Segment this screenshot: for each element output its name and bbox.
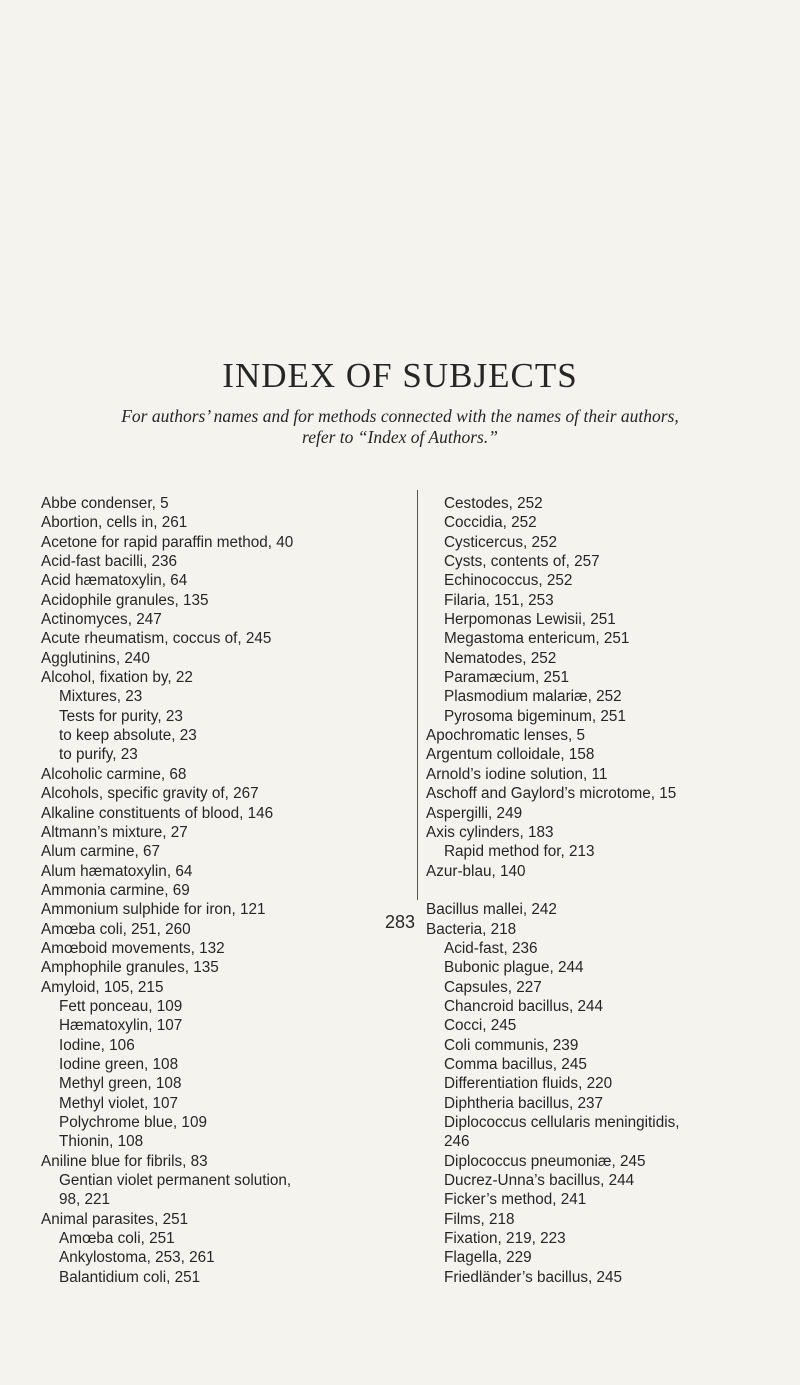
- index-subentry: Rapid method for, 213: [444, 843, 595, 861]
- index-subentry: Friedländer’s bacillus, 245: [444, 1268, 622, 1286]
- index-subentry: Diphtheria bacillus, 237: [444, 1094, 604, 1112]
- index-subentry: Paramæcium, 251: [444, 669, 569, 687]
- index-subentry: Herpomonas Lewisii, 251: [444, 611, 616, 629]
- index-subentry: Diplococcus pneumoniæ, 245: [444, 1152, 646, 1170]
- index-entry: Alum carmine, 67: [41, 843, 161, 861]
- index-subentry: Fixation, 219, 223: [444, 1230, 566, 1248]
- index-entry: Amyloid, 105, 215: [41, 978, 164, 996]
- index-entry: Animal parasites, 251: [41, 1210, 189, 1228]
- index-entry: Arnold’s iodine solution, 11: [426, 765, 608, 783]
- index-subentry: Balantidium coli, 251: [59, 1268, 201, 1286]
- index-subentry: Coli communis, 239: [444, 1036, 579, 1054]
- index-note-line-2: refer to “Index of Authors.”: [302, 427, 498, 447]
- index-subentry: Cysticercus, 252: [444, 533, 558, 551]
- index-subentry: Ankylostoma, 253, 261: [59, 1249, 215, 1267]
- index-subentry: Ducrez-Unna’s bacillus, 244: [444, 1172, 635, 1190]
- index-entry: Alkaline constituents of blood, 146: [41, 804, 274, 822]
- index-subentry: Nematodes, 252: [444, 649, 557, 667]
- index-subentry: Megastoma entericum, 251: [444, 630, 630, 648]
- page-number: 283: [384, 912, 416, 932]
- index-subentry: Plasmodium malariæ, 252: [444, 688, 622, 706]
- page-title: INDEX OF SUBJECTS: [222, 356, 578, 395]
- index-entry: Amœboid movements, 132: [41, 939, 225, 957]
- index-entry: Alcohols, specific gravity of, 267: [41, 785, 259, 803]
- index-subentry: Coccidia, 252: [444, 514, 537, 532]
- index-subentry: Films, 218: [444, 1210, 515, 1228]
- index-subentry: Thionin, 108: [59, 1133, 144, 1151]
- index-subentry: Ficker’s method, 241: [444, 1191, 587, 1209]
- index-note: [40, 406, 760, 448]
- index-subentry: Pyrosoma bigeminum, 251: [444, 707, 626, 725]
- index-subentry: Differentiation fluids, 220: [444, 1075, 613, 1093]
- index-entry: Apochromatic lenses, 5: [426, 727, 585, 745]
- index-subentry: 246: [444, 1133, 470, 1151]
- index-entry: Alcoholic carmine, 68: [41, 765, 187, 783]
- index-subentry: Fett ponceau, 109: [59, 997, 183, 1015]
- index-entry: Axis cylinders, 183: [426, 823, 554, 841]
- index-subentry: to purify, 23: [59, 746, 138, 764]
- index-subentry: Acid-fast, 236: [444, 939, 538, 957]
- index-column-right: [426, 494, 798, 1287]
- index-subentry: 98, 221: [59, 1191, 111, 1209]
- index-entry: Acetone for rapid paraffin method, 40: [41, 533, 294, 551]
- index-subentry: Amœba coli, 251: [59, 1230, 175, 1248]
- index-entry: Argentum colloidale, 158: [426, 746, 595, 764]
- index-subentry: Gentian violet permanent solution,: [59, 1172, 292, 1190]
- index-subentry: Cocci, 245: [444, 1017, 517, 1035]
- index-entry: Ammonium sulphide for iron, 121: [41, 901, 266, 919]
- index-entry: Aspergilli, 249: [426, 804, 523, 822]
- index-entry: Bacteria, 218: [426, 920, 517, 938]
- index-subentry: Polychrome blue, 109: [59, 1114, 207, 1131]
- index-subentry: Comma bacillus, 245: [444, 1055, 587, 1073]
- index-entry: Alcohol, fixation by, 22: [41, 669, 193, 687]
- index-subentry: Bubonic plague, 244: [444, 959, 584, 977]
- index-entry: Actinomyces, 247: [41, 611, 162, 629]
- index-entry: Aschoff and Gaylord’s microtome, 15: [426, 785, 677, 803]
- index-column-left: [41, 494, 411, 1287]
- index-subentry: Flagella, 229: [444, 1249, 532, 1267]
- index-subentry: Methyl violet, 107: [59, 1094, 179, 1112]
- index-entry: Altmann’s mixture, 27: [41, 823, 188, 841]
- index-entry: Acid-fast bacilli, 236: [41, 553, 178, 571]
- index-entry: Amphophile granules, 135: [41, 959, 219, 977]
- index-subentry: Chancroid bacillus, 244: [444, 997, 604, 1015]
- index-subentry: Tests for purity, 23: [59, 707, 183, 725]
- index-subentry: Methyl green, 108: [59, 1075, 182, 1093]
- index-note-line-1: For authors’ names and for methods connected with the names of their authors,: [121, 406, 679, 426]
- index-entry: Amœba coli, 251, 260: [41, 920, 191, 938]
- index-subentry: Capsules, 227: [444, 978, 542, 996]
- index-entry: Azur-blau, 140: [426, 862, 526, 880]
- index-entry: Bacillus mallei, 242: [426, 901, 557, 919]
- index-entry: Acid hæmatoxylin, 64: [41, 572, 188, 590]
- index-entry: Agglutinins, 240: [41, 649, 150, 667]
- index-subentry: Diplococcus cellularis meningitidis,: [444, 1114, 680, 1131]
- index-subentry: Iodine green, 108: [59, 1055, 179, 1073]
- index-subentry: Iodine, 106: [59, 1036, 135, 1054]
- index-entry: Abbe condenser, 5: [41, 495, 169, 512]
- index-subentry: to keep absolute, 23: [59, 727, 197, 745]
- index-entry: Acidophile granules, 135: [41, 591, 209, 609]
- index-entry: Aniline blue for fibrils, 83: [41, 1152, 208, 1170]
- index-subentry: Echinococcus, 252: [444, 572, 573, 590]
- index-entry: Acute rheumatism, coccus of, 245: [41, 630, 272, 648]
- index-entry: Ammonia carmine, 69: [41, 881, 190, 899]
- index-subentry: Hæmatoxylin, 107: [59, 1017, 183, 1035]
- index-subentry: Cestodes, 252: [444, 495, 543, 512]
- column-divider: [417, 490, 418, 900]
- index-subentry: Cysts, contents of, 257: [444, 553, 600, 571]
- index-entry: Abortion, cells in, 261: [41, 514, 188, 532]
- index-subentry: Mixtures, 23: [59, 688, 143, 706]
- index-entry: Alum hæmatoxylin, 64: [41, 862, 193, 880]
- index-subentry: Filaria, 151, 253: [444, 591, 554, 609]
